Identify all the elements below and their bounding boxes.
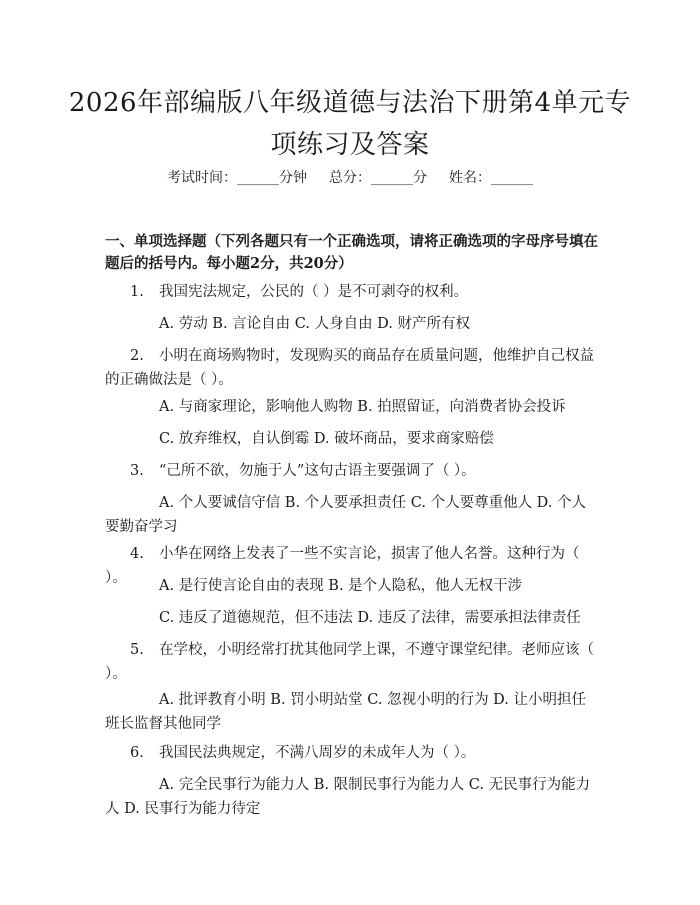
question-text: 在学校，小明经常打扰其他同学上课，不遵守课堂纪律。老师应该（ ）。 xyxy=(105,642,594,682)
question-number: 2. xyxy=(130,348,144,364)
question-3-options: A. 个人要诚信守信 B. 个人要承担责任 C. 个人要尊重他人 D. 个人要勤奋学习 xyxy=(105,495,587,535)
question-2-options-row-2: C. 放弃维权，自认倒霉 D. 破坏商品，要求商家赔偿 xyxy=(159,431,494,447)
question-number: 4. xyxy=(130,546,144,562)
question-5-options: A. 批评教育小明 B. 罚小明站堂 C. 忽视小明的行为 D. 让小明担任班长监督其他同学 xyxy=(105,692,587,732)
question-text: 小华在网络上发表了一些不实言论，损害了他人名誉。这种行为（ ）。 xyxy=(105,546,580,586)
question-text: 我国民法典规定，不满八周岁的未成年人为（ ）。 xyxy=(159,745,476,761)
question-2-options-row-1: A. 与商家理论，影响他人购物 B. 拍照留证，向消费者协会投诉 xyxy=(159,399,566,415)
question-number: 5. xyxy=(130,642,144,658)
question-2-stem xyxy=(105,344,600,392)
question-4-options-row-1: A. 是行使言论自由的表现 B. 是个人隐私，他人无权干涉 xyxy=(159,578,523,594)
question-3-stem xyxy=(105,459,600,483)
exam-info-line xyxy=(0,168,700,188)
total-score-field: 总分：______分 xyxy=(329,170,427,186)
exam-time-field: 考试时间：______分钟 xyxy=(167,170,307,186)
question-6-stem xyxy=(105,741,600,765)
question-5-stem xyxy=(105,638,600,686)
question-4-options-row-2: C. 违反了道德规范，但不违法 D. 违反了法律，需要承担法律责任 xyxy=(159,610,581,626)
question-number: 6. xyxy=(130,745,144,761)
document-title: 2026年部编版八年级道德与法治下册第4单元专项练习及答案 xyxy=(68,88,632,160)
question-text: 小明在商场购物时，发现购买的商品存在质量问题，他维护自己权益的正确做法是（ ）。 xyxy=(105,348,594,388)
question-number: 3. xyxy=(130,463,144,479)
student-name-field: 姓名：______ xyxy=(449,170,533,186)
section-heading-single-choice: 一、单项选择题（下列各题只有一个正确选项，请将正确选项的字母序号填在题后的括号内。每小题2分，共20分） xyxy=(105,233,598,272)
question-number: 1. xyxy=(130,284,144,300)
question-6-options: A. 完全民事行为能力人 B. 限制民事行为能力人 C. 无民事行为能力人 D. 民事行为能力待定 xyxy=(105,777,591,817)
question-text: 我国宪法规定，公民的（ ）是不可剥夺的权利。 xyxy=(159,284,469,300)
question-1-stem xyxy=(105,280,600,304)
question-1-options: A. 劳动 B. 言论自由 C. 人身自由 D. 财产所有权 xyxy=(159,316,471,332)
question-text: “己所不欲，勿施于人”这句古语主要强调了（ ）。 xyxy=(159,463,476,479)
